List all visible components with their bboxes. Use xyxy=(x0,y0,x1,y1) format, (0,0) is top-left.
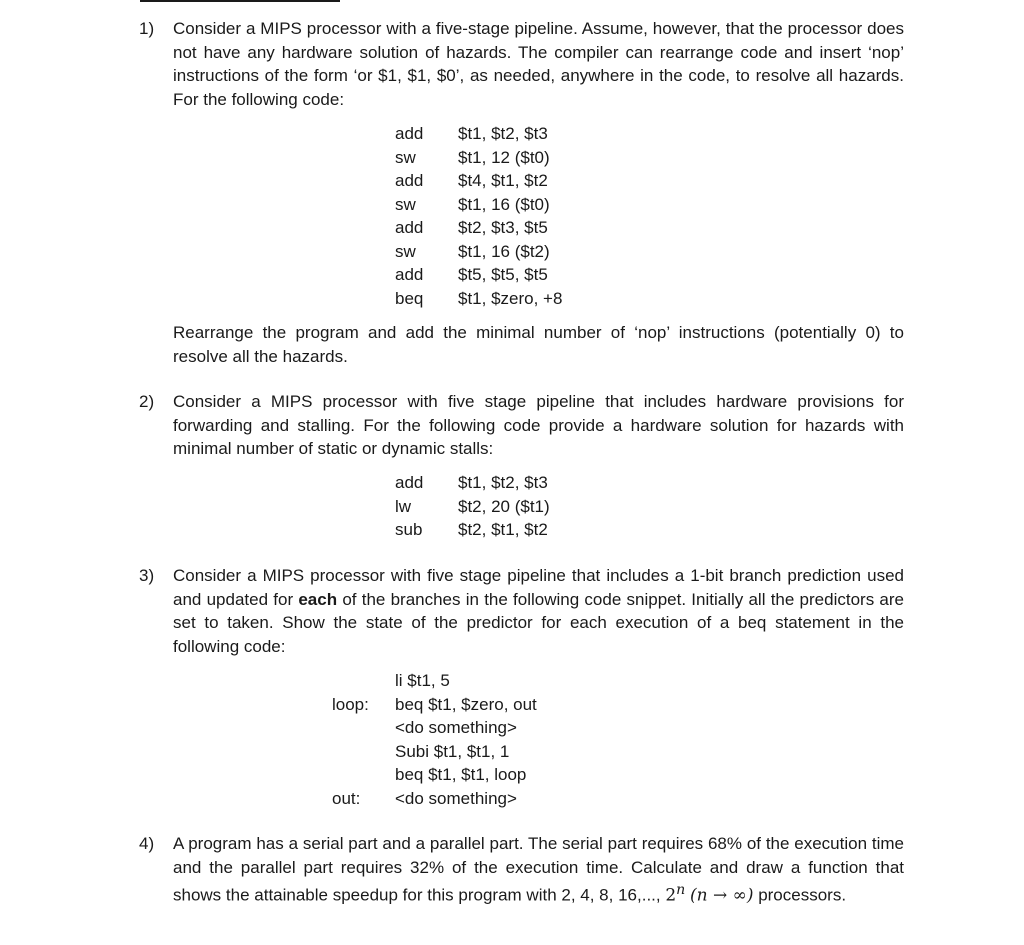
question-3-text-bold: each xyxy=(298,589,338,609)
question-1-code-operands: $t1, $t2, $t3 xyxy=(458,124,548,143)
question-4-math-base: 2 xyxy=(665,885,677,906)
question-1-code-opcode: beq xyxy=(395,288,424,308)
question-3-text-a: Consider a MIPS processor with five stage pipeline that includes a 1-bit branch prediction used and updated for xyxy=(173,566,904,609)
question-3-code-line xyxy=(332,669,537,693)
question-1-code-opcode: sw xyxy=(395,147,416,167)
question-4-math-exp: n xyxy=(676,882,686,898)
question-2-code xyxy=(395,471,550,542)
question-3-code-instruction: li $t1, 5 xyxy=(395,671,450,690)
question-2-code-line xyxy=(395,471,550,495)
question-3-code-label: loop: xyxy=(332,694,369,714)
question-1-code-operands: $t5, $t5, $t5 xyxy=(458,265,548,284)
question-2-code-operands: $t2, $t1, $t2 xyxy=(458,520,548,539)
question-3-text xyxy=(173,564,904,658)
question-1-code-opcode: sw xyxy=(395,194,416,214)
question-1-number: 1) xyxy=(139,19,155,38)
question-1-code-operands: $t1, 16 ($t0) xyxy=(458,194,550,214)
question-2-number: 2) xyxy=(139,392,155,411)
question-3-code-instruction: beq $t1, $zero, out xyxy=(395,694,537,714)
question-1-code-operands: $t4, $t1, $t2 xyxy=(458,171,548,190)
question-1 xyxy=(139,17,904,111)
question-1-code-operands: $t1, 16 ($t2) xyxy=(458,241,550,261)
question-3-code-instruction: <do something> xyxy=(395,718,517,737)
question-4-math-paren: (n → ∞) xyxy=(690,885,754,906)
question-2-code-opcode: lw xyxy=(395,496,412,516)
question-1-text: Consider a MIPS processor with a five-stage pipeline. Assume, however, that the processor does not have any hardware solution of hazards. The compiler can rearrange code and insert ‘nop’ instructions of the form ‘or $1, $1, $0’, as needed, anywhere in the code, to resolve all hazards. For the following code: xyxy=(173,19,904,109)
question-2-code-line xyxy=(395,495,550,519)
question-1-code-opcode: sw xyxy=(395,241,416,261)
question-3-text-b: of the branches in the following code snippet. Initially all the predictors are set to taken. Show the state of the predictor for each execution of a beq statement in the following code: xyxy=(173,589,904,656)
question-2-code-opcode: add xyxy=(395,473,424,492)
question-1-code-line xyxy=(395,193,562,217)
question-2-code-line xyxy=(395,518,550,542)
question-1-code-opcode: add xyxy=(395,171,424,190)
question-2-code-opcode: sub xyxy=(395,520,423,539)
question-1-code-opcode: add xyxy=(395,265,424,284)
question-3-code-label xyxy=(332,763,395,787)
question-3-code-instruction: beq $t1, $t1, loop xyxy=(395,765,527,784)
question-1-code xyxy=(395,122,562,310)
question-2-code-operands: $t2, 20 ($t1) xyxy=(458,496,550,516)
question-3-code-label xyxy=(332,740,395,764)
question-1-code-operands: $t2, $t3, $t5 xyxy=(458,218,548,237)
question-1-code-opcode: add xyxy=(395,124,424,143)
question-4-text-b: processors. xyxy=(753,885,847,905)
question-1-code-opcode: add xyxy=(395,218,424,237)
question-1-code-operands: $t1, 12 ($t0) xyxy=(458,147,550,167)
question-3 xyxy=(139,564,904,658)
question-1-code-line xyxy=(395,240,562,264)
question-4-number: 4) xyxy=(139,834,155,853)
question-4-text xyxy=(173,832,904,908)
question-3-code-line xyxy=(332,787,537,811)
question-3-code-line xyxy=(332,716,537,740)
question-3-code-instruction: <do something> xyxy=(395,788,517,808)
question-4 xyxy=(139,832,904,908)
question-3-number: 3) xyxy=(139,566,155,585)
question-1-code-line xyxy=(395,287,562,311)
question-1-code-line xyxy=(395,146,562,170)
question-1-code-line xyxy=(395,216,562,240)
question-1-code-line xyxy=(395,122,562,146)
question-1-code-operands: $t1, $zero, +8 xyxy=(458,288,563,308)
question-2 xyxy=(139,390,904,461)
question-3-code-line xyxy=(332,693,537,717)
question-3-code-label: out: xyxy=(332,788,361,808)
question-3-code xyxy=(332,669,537,810)
question-1-followup: Rearrange the program and add the minimal number of ‘nop’ instructions (potentially 0) to resolve all the hazards. xyxy=(173,323,904,366)
question-4-text-a: A program has a serial part and a parallel part. The serial part requires 68% of the execution time and the parallel part requires 32% of the execution time. Calculate and draw a function that shows the attainable speedup for this program with 2, 4, 8, 16,..., xyxy=(173,834,904,905)
question-3-code-label xyxy=(332,669,395,693)
question-3-code-instruction: Subi $t1, $t1, 1 xyxy=(395,741,510,761)
question-2-text: Consider a MIPS processor with five stage pipeline that includes hardware provisions for forwarding and stalling. For the following code provide a hardware solution for hazards with minimal number of static or dynamic stalls: xyxy=(173,392,904,458)
question-1-code-line xyxy=(395,263,562,287)
question-1-code-line xyxy=(395,169,562,193)
question-3-code-line xyxy=(332,740,537,764)
question-3-code-label xyxy=(332,716,395,740)
question-2-code-operands: $t1, $t2, $t3 xyxy=(458,473,548,492)
question-3-code-line xyxy=(332,763,537,787)
top-rule xyxy=(140,0,340,2)
